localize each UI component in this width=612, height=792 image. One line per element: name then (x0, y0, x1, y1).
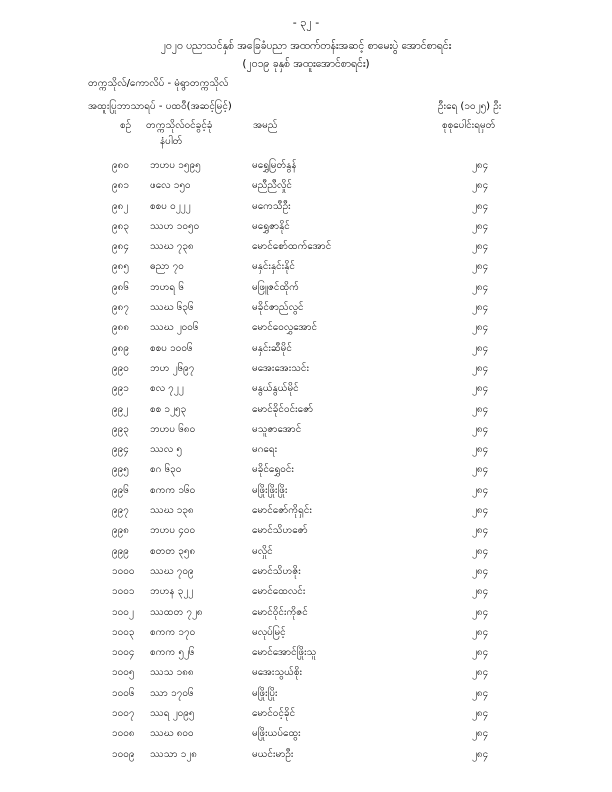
total-mark: ၂၈၄ (472, 606, 489, 618)
row-number: ၉၈၄ (112, 241, 129, 253)
row-number: ၉၈၁ (112, 180, 129, 192)
table-row (0, 280, 612, 300)
roll-number: စဂ ၆၃၀ (150, 464, 182, 476)
student-name: မောင်ခိုင်ဝင်းဇော် (252, 403, 314, 415)
row-number: ၉၈၅ (112, 261, 129, 273)
table-row (0, 726, 612, 746)
roll-number: ဿာ ၁၇၀၆ (150, 687, 194, 699)
table-row (0, 706, 612, 726)
student-name: မလုပ်မြင့် (252, 626, 286, 638)
total-mark: ၂၈၄ (472, 687, 489, 699)
row-number: ၁၀၀၉ (112, 748, 135, 760)
table-row (0, 199, 612, 219)
row-number: ၁၀၀၅ (112, 667, 135, 679)
student-name: မခိုင်ရွှေဝင်း (252, 464, 294, 476)
roll-number: ဿဃ ၆၃၆ (150, 302, 194, 314)
total-mark: ၂၈၄ (472, 200, 489, 212)
table-row (0, 665, 612, 685)
table-row (0, 239, 612, 259)
total-mark: ၂၈၄ (472, 281, 489, 293)
student-name: မလှိုင် (252, 545, 273, 557)
student-name: မရွှေဇာနိုင် (252, 220, 290, 232)
table-row (0, 442, 612, 462)
row-number: ၉၉၃ (112, 423, 129, 435)
table-row (0, 178, 612, 198)
row-number: ၁၀၀၆ (112, 687, 135, 699)
row-number: ၉၈၃ (112, 220, 129, 232)
student-name: မဖြိုးပြိုး (252, 687, 278, 699)
table-row (0, 584, 612, 604)
total-mark: ၂၈၄ (472, 586, 489, 598)
roll-number: ဘဟပ ၁၅၉၅ (150, 160, 201, 171)
student-name: မကေသီဦး (252, 200, 291, 212)
table-row (0, 300, 612, 320)
student-name: မောင်အောင်ဖြိုးသူ (252, 647, 317, 659)
column-header-name: အမည် (253, 120, 278, 131)
roll-number: စကက ၅၂၆ (150, 647, 195, 659)
row-number: ၉၈၆ (112, 281, 129, 293)
table-row (0, 462, 612, 482)
column-header-mark: စုစုပေါင်းရမှတ် (442, 120, 496, 131)
roll-number: ဿသာ ၁၂၈ (150, 748, 197, 760)
table-row (0, 320, 612, 340)
total-mark: ၂၈၄ (472, 748, 489, 760)
total-mark: ၂၈၄ (472, 423, 489, 435)
total-mark: ၂၈၄ (472, 626, 489, 638)
row-number: ၉၉၉ (112, 545, 129, 557)
row-number: ၉၉၇ (112, 505, 129, 517)
student-name: မယင်းမာဦး (252, 748, 294, 760)
roll-number: ဿထတ ၇၂၈ (150, 606, 203, 618)
roll-number: ဿဃ ၂၀၀၆ (150, 322, 199, 334)
roll-number: ဿရ ၂၀၉၅ (150, 708, 195, 720)
roll-number: ဘဟပ ၆၈၀ (150, 423, 196, 435)
row-number: ၁၀၀၃ (112, 626, 135, 638)
roll-number: စစပ ၀၂၂၂ (150, 200, 191, 212)
document-title: ၂၀၂၀ ပညာသင်နှစ် အခြေခံပညာ အထက်တန်းအဆင့် စာမေးပွဲ အောင်စာရင်း (160, 40, 452, 52)
student-name: မခိုင်ဇာည်လွင် (252, 302, 304, 314)
total-mark: ၂၈၄ (472, 525, 489, 537)
student-name: မောင်ဝိုင်းကိုဇင် (252, 606, 308, 618)
roll-number: ဿလ ၅ (150, 444, 182, 456)
student-name: မဂရေး (252, 444, 278, 456)
table-row (0, 625, 612, 645)
table-row (0, 747, 612, 767)
student-name: မောင်သိဟဇော် (252, 525, 308, 537)
column-header-roll-line2: နံပါတ် (160, 136, 183, 147)
student-name: မောင်ဝင့်ခိုင် (252, 708, 296, 720)
table-row (0, 219, 612, 239)
roll-number: ဘဟရ ၆ (150, 281, 184, 293)
total-mark: ၂၈၄ (472, 302, 489, 314)
student-name: မဖြိုးဖြိုးဖြိုး (252, 484, 288, 496)
roll-number: ဿဃ ၈၀၀ (150, 728, 194, 740)
column-header-roll: တက္ကသိုလ်ဝင်ခွင့်ခုံ (146, 120, 213, 131)
row-number: ၉၈၇ (112, 302, 129, 314)
table-row (0, 564, 612, 584)
total-mark: ၂၈၄ (472, 322, 489, 334)
roll-number: ဘဟပ ၄၀၀ (150, 525, 196, 537)
row-number: ၉၈၂ (112, 200, 129, 212)
roll-number: ဿဃ ၇၀၉ (150, 565, 194, 577)
total-mark: ၂၈၄ (472, 403, 489, 415)
table-row (0, 361, 612, 381)
student-name: မောင်ထေလင်း (252, 586, 306, 598)
row-number: ၉၈၈ (112, 322, 130, 334)
table-row (0, 686, 612, 706)
total-mark: ၂၈၄ (472, 220, 489, 232)
row-number: ၉၉၁ (112, 383, 129, 395)
table-row (0, 483, 612, 503)
table-row (0, 544, 612, 564)
page-number: - ၃၂ - (292, 16, 320, 29)
row-number: ၁၀၀၈ (112, 728, 135, 740)
row-number: ၁၀၀၂ (112, 606, 134, 618)
row-number: ၉၉၆ (112, 484, 129, 496)
roll-number: ဓညာ ၇၀ (150, 261, 184, 273)
row-number: ၉၈၉ (112, 342, 129, 354)
roll-number: ဿဟ ၁၀၅၀ (150, 220, 200, 232)
student-name: မောင်သိဟဇိုး (252, 565, 301, 577)
student-name: မအေးသွယ်စိုး (252, 667, 303, 679)
student-name: မသူဇာအောင် (252, 423, 302, 435)
student-name: မညီညီလှိုင် (252, 180, 292, 192)
total-mark: ၂၈၄ (472, 180, 489, 192)
roll-number: စကက ၁၆၀ (150, 484, 196, 496)
roll-number: စလ ၇၂၂ (150, 383, 184, 395)
table-row (0, 341, 612, 361)
total-mark: ၂၈၄ (472, 241, 489, 253)
roll-number: ဿဃ ၇၃၈ (150, 241, 194, 253)
roll-number: ဘဟ ၂၆၉၇ (150, 362, 195, 374)
student-name: မအေးအေးသင်း (252, 362, 309, 374)
total-mark: ၂၈၄ (472, 464, 489, 476)
table-row (0, 381, 612, 401)
row-number: ၉၈၀ (112, 160, 129, 171)
roll-number: ဖလေ ၁၅၀ (150, 180, 191, 192)
results-table (0, 158, 612, 767)
total-mark: ၂၈၄ (472, 160, 489, 171)
total-mark: ၂၈၄ (472, 342, 489, 354)
row-number: ၉၉၈ (112, 525, 129, 537)
total-mark: ၂၈၄ (472, 667, 489, 679)
subject-header: အထူးပြုဘာသာရပ် - ပထဝီ(အဆင့်မြင့်) (88, 101, 232, 112)
column-header-no: စဉ် (120, 120, 132, 131)
roll-number: စစပ ၁၀၀၆ (150, 342, 193, 354)
table-row (0, 402, 612, 422)
row-number: ၉၉၀ (112, 362, 129, 374)
total-mark: ၂၈၄ (472, 505, 489, 517)
roll-number: ဘဟန ၃၂၂ (150, 586, 194, 598)
roll-number: စကက ၁၇၀ (150, 626, 196, 638)
student-name: မနွယ်နွယ်မိုင် (252, 383, 299, 395)
roll-number: ဿဃ ၁၃၈ (150, 505, 194, 517)
table-row (0, 523, 612, 543)
roll-number: စတတ ၃၅၈ (150, 545, 196, 557)
total-mark: ၂၈၄ (472, 383, 489, 395)
total-mark: ၂၈၄ (472, 261, 489, 273)
student-name: မနှင်းဆီမိုင် (252, 342, 292, 354)
table-row (0, 503, 612, 523)
student-name: မဖြိုးယပ်ထွေး (252, 728, 301, 740)
table-row (0, 645, 612, 665)
row-number: ၉၉၄ (112, 444, 129, 456)
student-name: မဖြူဇင်ထိုက် (252, 281, 299, 293)
row-number: ၉၉၂ (112, 403, 129, 415)
row-number: ၉၉၅ (112, 464, 129, 476)
university-label: တက္ကသိုလ်/ကောလိပ် - မုံရွာတက္ကသိုလ် (88, 78, 229, 89)
roll-number: ဿသ ၁၈၈ (150, 667, 194, 679)
roll-number: စစ ၁၂၅၃ (150, 403, 187, 415)
row-number: ၁၀၀၄ (112, 647, 135, 659)
document-subtitle: (၂၀၁၉ ခုနှစ် အထူးအောင်စာရင်း) (242, 58, 370, 70)
row-number: ၁၀၀၀ (112, 565, 135, 577)
total-mark: ၂၈၄ (472, 708, 489, 720)
student-name: မရွှေမြတ်နွန် (252, 160, 297, 171)
table-row (0, 259, 612, 279)
total-mark: ၂၈၄ (472, 565, 489, 577)
student-name: မနှင်းနှင်းနိုင် (252, 261, 295, 273)
table-row (0, 422, 612, 442)
total-count-header: ဦးရေ (၁၀၂၅) ဦး (438, 101, 502, 112)
total-mark: ၂၈၄ (472, 545, 489, 557)
total-mark: ၂၈၄ (472, 728, 489, 740)
table-row (0, 605, 612, 625)
total-mark: ၂၈၄ (472, 444, 489, 456)
student-name: မောင်စော်ထက်အောင် (252, 241, 332, 253)
student-name: မောင်ဇော်ကိုရှင်း (252, 505, 312, 517)
total-mark: ၂၈၄ (472, 647, 489, 659)
total-mark: ၂၈၄ (472, 362, 489, 374)
student-name: မောင်ဝေလွှအောင် (252, 322, 318, 334)
row-number: ၁၀၀၇ (112, 708, 135, 720)
total-mark: ၂၈၄ (472, 484, 489, 496)
table-row (0, 158, 612, 178)
row-number: ၁၀၀၁ (112, 586, 135, 598)
